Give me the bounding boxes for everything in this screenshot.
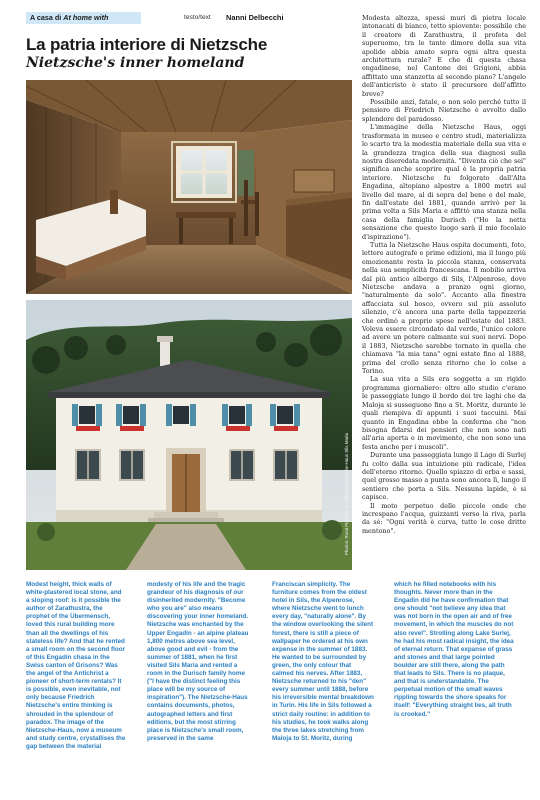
section-tag <box>26 12 141 24</box>
english-column-3 <box>272 581 374 793</box>
english-column-2 <box>147 581 251 793</box>
italian-article-body <box>362 14 526 574</box>
author-name: Nanni Delbecchi <box>226 13 284 22</box>
italian-paragraph: Possibile anzi, fatale, e non solo perché tutto il pensiero di Friedrich Nietzsche è avvolto dallo splendore del paradosso. <box>362 98 526 123</box>
italian-paragraph: Durante una passeggiata lungo il Lago di Surlej fu colto dalla sua intuizione più radicale, l'idea dell'eterno ritorno. Quello spiazzo di erba e sassi, quel grosso masso a punta sono ancora lì, lungo il sentiero che porta a Sils. Nessuna lapide, è si capisce. <box>362 451 526 502</box>
article-header <box>26 12 356 24</box>
english-text: Franciscan simplicity. The furniture comes from the oldest hotel in Sils, the Alpenrose, where Nietzsche went to lunch every day, "naturally alone". By the window overlooking the silent forest, there is still a piece of wallpaper he ordered at his own expense in the summer of 1883. He wanted to be surrounded by green, the only colour that calmed his nerves. After 1883, Nietzsche returned to his "den" every summer until 1888, before his irreversible mental breakdown in Turin. His life in Sils followed a strict daily routine: in addition to his studies, he took walks along the three lakes stretching from Maloja to St. Moritz, during <box>272 581 374 742</box>
section-tag-italic: At home with <box>63 13 109 22</box>
room-interior-photo <box>26 80 352 294</box>
italian-paragraph: L'immagine della Nietzsche Haus, oggi trasformata in museo e centro studi, materializza lo scarto tra la modestia materiale della sua vita e la grandezza tragica della sua diagnosi sulla nostra diseredata modernità. "Diventa ciò che sei" significa anche scoprire qual è la propria patria interiore. Nietzsche fu folgorato dall'Alta Engadina, altopiano alpestre a 1800 metri sul livello del mare, al di sopra del bene e del male, fin dall'estate del 1881, quando arrivò per la prima volta a Sils Maria e affittò una stanza nella casa della famiglia Durisch ("Ho la netta sensazione che questo luogo sarà il mio focolaio d'ispirazione"). <box>362 123 526 241</box>
article-title: La patria interiore di Nietzsche <box>26 35 268 54</box>
english-column-1 <box>26 581 126 793</box>
nietzsche-haus-exterior-photo <box>26 300 352 570</box>
italian-paragraph: La sua vita a Sils era soggetta a un rigido programma giornaliero: oltre allo studio c'erano le passeggiate lungo il bordo dei tre laghi che da Maloja si susseguono fino a St. Moritz, durante le quali riempiva di appunti i suoi taccuini. Mai quanto in Engadina ebbe la conferma che "non bisogna fidarsi dei pensieri che non sono nati all'aria aperta e in movimento, che non sono una festa anche per i muscoli". <box>362 375 526 451</box>
english-column-4 <box>394 581 514 793</box>
english-text: modesty of his life and the tragic grandeur of his diagnosis of our disinherited modernity. "Become who you are" also means discovering your inner homeland. Nietzsche was enchanted by the Upper Engadin - an alpine plateau 1,800 metres above sea level, above good and evil - from the summer of 1881, when he first visited Sils Maria and rented a room in the Durisch family home ("I have the distinct feeling this place will be my source of inspiration"). The Nietzsche-Haus contains documents, photos, autographed letters and first editions, but the most stirring place is Nietzsche's small room, preserved in the same <box>147 581 249 742</box>
section-tag-prefix: A casa di <box>30 13 64 22</box>
english-text: Modest height, thick walls of white-plastered local stone, and a sloping roof: is it possible the author of Zarathustra, the prophet of the Übermensch, loved this rural building more than all the dwellings of his stateless life? And that he rented a small room on the second floor of this Engadin chasa in the Swiss canton of Grisons? Was the angel of the Antichrist a pioneer of short-term rentals? It is possible, even inevitable, not only because Friedrich Nietzsche's entire thinking is shrouded in the splendour of paradox. The image of the Nietzsche-Haus, now a museum and study centre, crystallises the gap between the material <box>26 581 126 750</box>
article-subtitle: Nietzsche's inner homeland <box>26 55 245 71</box>
italian-paragraph: Tutta la Nietzsche Haus ospita documenti, foto, lettere autografe e prime edizioni, ma il luogo più emozionante resta la piccola stanza, conservata nella sua semplicità francescana. Il mobilio arriva dal più antico albergo di Sils, l'Alpenrose, dove Nietzsche andava a pranzo ogni giorno, "naturalmente da solo". Accanto alla finestra affacciata sul bosco, ovvero sul più assoluto silenzio, c'è ancora una parte della tappezzeria che ordinò a proprie spese nell'estate del 1883. Voleva essere circondato dal verde, l'unico colore ad avere un potere calmante sui suoi nervi. Dopo il 1883, Nietzsche sarebbe tornato in quella che chiamava "la mia tana" ogni estate fino al 1888, prima del crollo senza ritorno che lo colse a Torino. <box>362 240 526 376</box>
text-label: testo/text <box>184 14 211 21</box>
photo-credit: Photos: Romi Piaciolo, © Stiftung Nietzsche-Haus Sils Maria <box>344 432 349 555</box>
italian-paragraph: Modesta altezza, spessi muri di pietra locale intonacati di bianco, tetto spiovente: possibile che il creatore di Zarathustra, il profeta del superuomo, tra le tante dimore della sua vita apolide abbia amato sopra ogni altra questa architettura rurale? E che di questa chasa engadinese, nel Cantone dei Grigioni, abbia affittato una stanzetta al secondo piano? L'angelo dell'anticristo è stato il precursore dell'affitto breve? <box>362 14 526 98</box>
italian-paragraph: Il moto perpetuo delle piccole onde che increspano l'acqua, guizzanti verso la riva, parla da sé: "Ogni verità è curva, tutte le cose dritte mentono". <box>362 501 526 535</box>
english-text: which he filled notebooks with his thoughts. Never more than in the Engadin did he have confirmation that one should "not believe any idea that was not born in the open air and of free movement, in which the muscles do not also revel". Strolling along Lake Surlej, he had his most radical insight, the idea of eternal return. That expanse of grass and stones and that large pointed boulder are still there, along the path that leads to Sils. There is no plaque, and that is understandable. The perpetual motion of the small waves rippling towards the shore speaks for itself: "Everything straight lies, all truth is crooked." <box>394 581 514 718</box>
